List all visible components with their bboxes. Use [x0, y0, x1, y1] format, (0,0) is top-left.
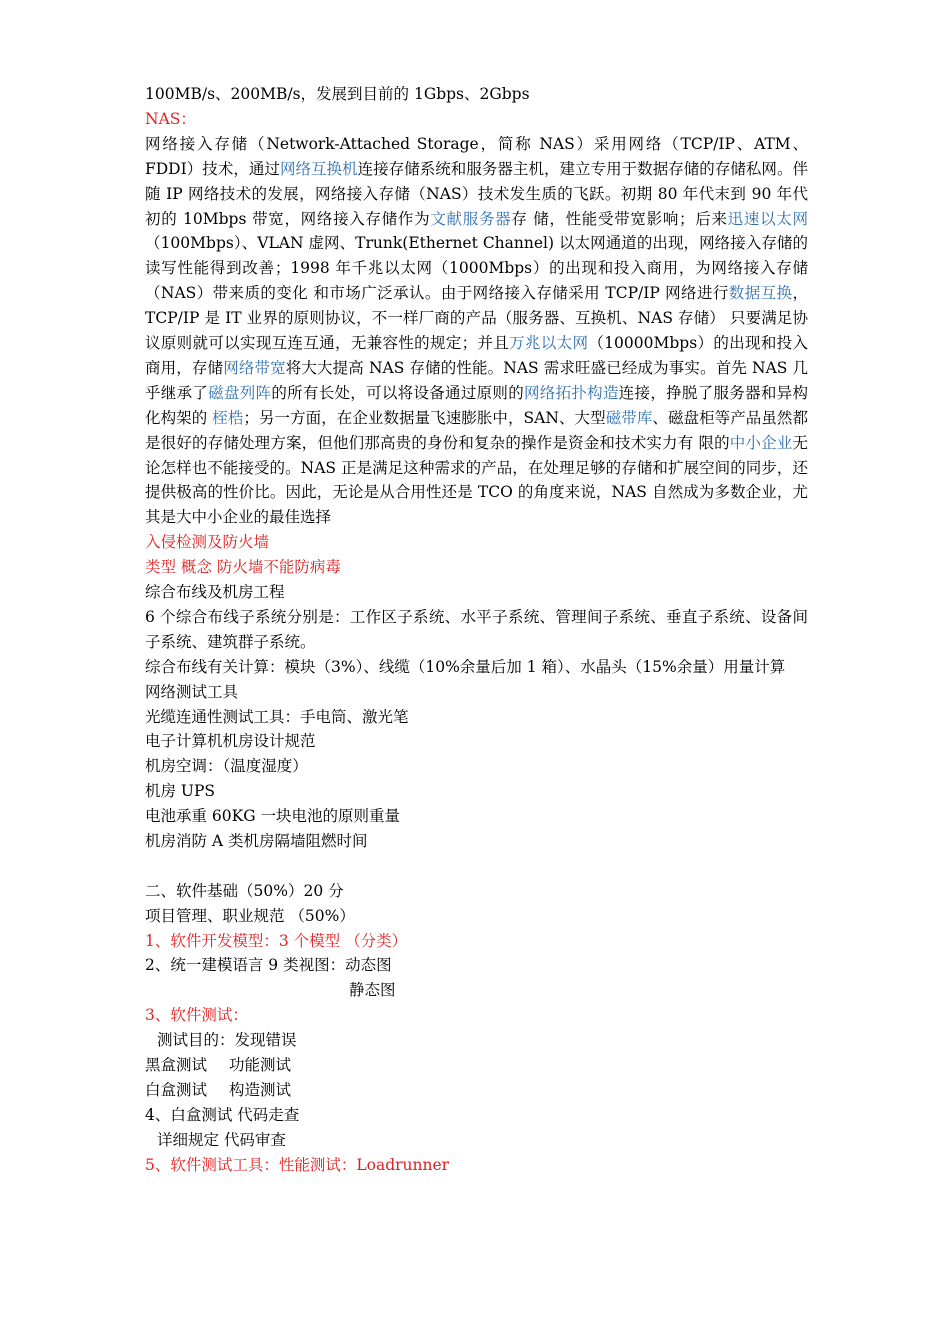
ids-subheading: 类型 概念 防火墙不能防病毒 [145, 558, 341, 577]
nas-term-link[interactable]: 磁带库 [605, 408, 653, 427]
cabling-systems: 6 个综合布线子系统分别是：工作区子系统、水平子系统、管理间子系统、垂直子系统、设备间子系统、建筑群子系统。 [145, 607, 808, 651]
battery-load: 电池承重 60KG 一块电池的原则重量 [145, 807, 401, 826]
nas-paragraph-text: 、磁盘柜等产品虽然都是很好的存储处理方案，但他们那高贵的身份和复杂的操作是资金和技术实力有 限的 [145, 408, 808, 452]
section-2-title: 二、软件基础（50%）20 分 [145, 881, 344, 900]
item-1-dev-models: 1、软件开发模型：3 个模型 （分类） [145, 931, 408, 950]
nas-paragraph-text: ；另一方面，在企业数据量飞速膨胀中，SAN、大型 [243, 408, 606, 427]
nas-term-link[interactable]: 磁盘列阵 [208, 383, 272, 402]
item-2-static-diagram: 静态图 [349, 981, 396, 1000]
ids-heading: 入侵检测及防火墙 [145, 533, 270, 552]
nas-paragraph-text: 的所有长处，可以将设备通过原则的 [271, 383, 524, 402]
network-test-tools: 网络测试工具 [145, 682, 239, 701]
nas-heading: NAS： [145, 109, 196, 128]
whitebox-row [145, 1078, 808, 1103]
test-goal: 测试目的：发现错误 [157, 1031, 297, 1050]
nas-paragraph-text: 无论怎样也不能接受的。NAS 正是满足这种需求的产品，在处理足够的存储和扩展空间的同步，还提供极高的性价比。因此，无论是从合用性还是 TCO 的角度来说，NAS 自然成为多数企业，尤其是大中小企业的最佳选择 [145, 433, 808, 527]
nas-term-link[interactable]: 桎梏 [212, 408, 244, 427]
nas-term-link[interactable]: 网络带宽 [223, 358, 286, 377]
structural-test-label: 构造测试 [229, 1080, 292, 1099]
nas-paragraph-text: 连接，挣脱了服务器和异构化构架的 [145, 383, 808, 427]
whitebox-label: 白盒测试 [145, 1080, 208, 1099]
project-management: 项目管理、职业规范 （50%） [145, 906, 355, 925]
nas-paragraph [145, 132, 808, 531]
nas-term-link[interactable]: 万兆以太网 [509, 334, 589, 353]
fire-protection: 机房消防 A 类机房隔墙阻燃时间 [145, 832, 368, 851]
item-5-test-tools: 5、软件测试工具：性能测试：Loadrunner [145, 1155, 450, 1174]
speed-line: 100MB/s、200MB/s，发展到目前的 1Gbps、2Gbps [145, 85, 530, 103]
nas-paragraph-text: ，TCP/IP 是 IT 业界的原则协议，不一样厂商的产品（服务器、互换机、NAS 存储） 只要满足协议原则就可以实现互连互通，无兼容性的规定；并且 [145, 284, 808, 353]
cabling-calculation: 综合布线有关计算：模块（3%）、线缆（10%余量后加 1 箱）、水晶头（15%余量）用量计算 [145, 657, 786, 676]
nas-term-link[interactable]: 文献服务器 [430, 209, 512, 228]
room-air-conditioning: 机房空调：（温度湿度） [145, 757, 308, 776]
nas-paragraph-text: 将大大提高 NAS 存储的性能。NAS 需求旺盛已经成为事实。首先 NAS 几乎继承了 [145, 358, 808, 402]
nas-paragraph-text: 网络接入存储（Network-Attached Storage，简称 NAS）采用网络（TCP/IP、ATM、FDDI）技术，通过 [145, 134, 808, 178]
cabling-title: 综合布线及机房工程 [145, 583, 285, 602]
nas-term-link[interactable]: 数据互换 [728, 284, 793, 303]
nas-paragraph-text: （10000Mbps）的出现和投入商用，存储 [145, 334, 808, 377]
room-design-spec: 电子计算机机房设计规范 [145, 732, 316, 751]
nas-term-link[interactable]: 网络互换机 [279, 159, 358, 178]
functional-test-label: 功能测试 [229, 1056, 292, 1075]
blackbox-label: 黑盒测试 [145, 1056, 208, 1075]
item-3-software-testing: 3、软件测试： [145, 1006, 248, 1025]
item-4-code-review: 详细规定 代码审查 [157, 1130, 286, 1149]
nas-paragraph-text: 存 储，性能受带宽影响；后来 [511, 209, 728, 228]
blackbox-row [145, 1053, 808, 1078]
item-4-whitebox-walkthrough: 4、白盒测试 代码走查 [145, 1105, 300, 1124]
room-ups: 机房 UPS [145, 782, 216, 801]
item-2-uml-views: 2、统一建模语言 9 类视图：动态图 [145, 956, 392, 975]
nas-paragraph-text: （100Mbps）、VLAN 虚网、Trunk(Ethernet Channel) 以太网通道的出现，网络接入存储的读写性能得到改善；1998 年千兆以太网（1000Mbps）的出现和投入商用，为网络接入存储（NAS）带来质的变化 和市场广泛承认。由于网络接入存储采用 TCP/IP 网络进行 [145, 234, 808, 303]
fiber-test-tools: 光缆连通性测试工具：手电筒、激光笔 [145, 707, 409, 726]
nas-term-link[interactable]: 网络拓扑构造 [524, 383, 619, 402]
document-body [145, 82, 808, 1177]
nas-term-link[interactable]: 中小企业 [729, 433, 793, 452]
blank-line [145, 854, 808, 879]
nas-paragraph-text: 连接存储系统和服务器主机，建立专用于数据存储的存储私网。伴随 IP 网络技术的发展，网络接入存储（NAS）技术发生质的飞跃。初期 80 年代末到 90 年代初的 10Mbps 带宽，网络接入存储作为 [145, 159, 808, 228]
nas-term-link[interactable]: 迅速以太网 [727, 209, 808, 228]
